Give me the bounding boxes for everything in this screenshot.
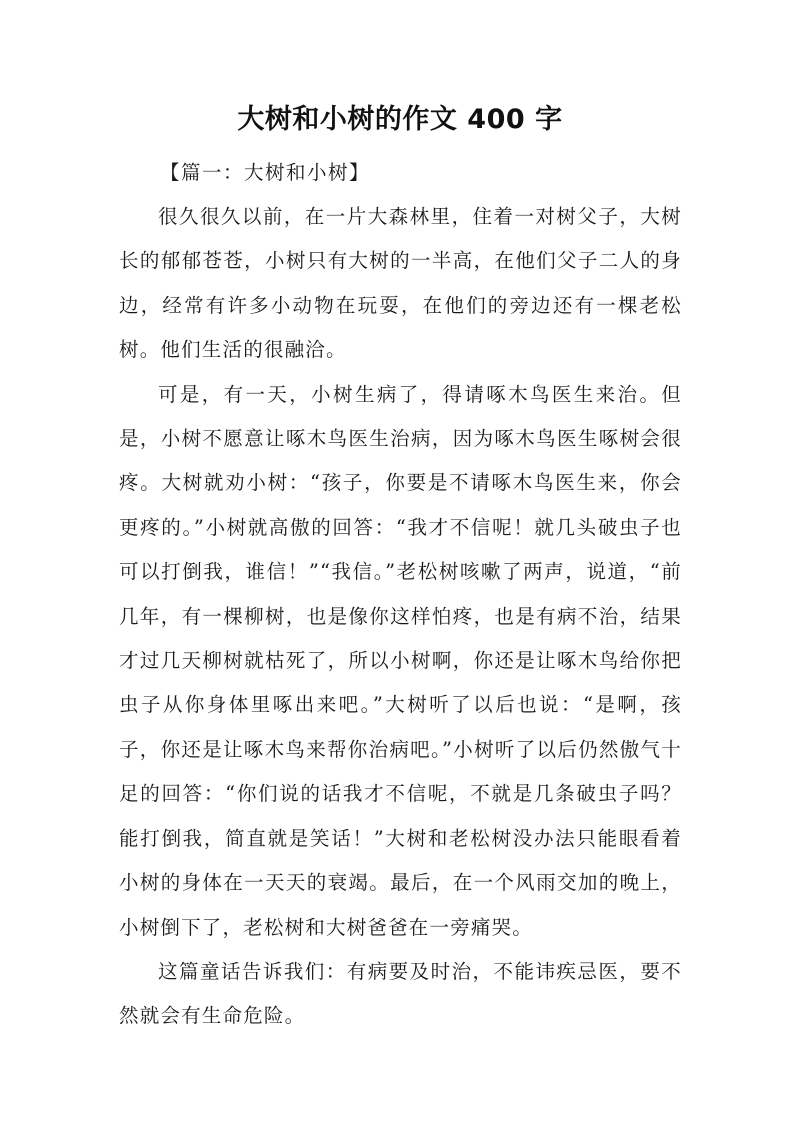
paragraph-2: 可是，有一天，小树生病了，得请啄木鸟医生来治。但是，小树不愿意让啄木鸟医生治病，因为啄木鸟医生啄树会很疼。大树就劝小树：“孩子，你要是不请啄木鸟医生来，你会更疼的。”小树就高傲的回答：“我才不信呢！就几头破虫子也可以打倒我，谁信！”“我信。”老松树咳嗽了两声，说道，“前几年，有一棵柳树，也是像你这样怕疼，也是有病不治，结果才过几天柳树就枯死了，所以小树啊，你还是让啄木鸟给你把虫子从你身体里啄出来吧。”大树听了以后也说：“是啊，孩子，你还是让啄木鸟来帮你治病吧。”小树听了以后仍然傲气十足的回答：“你们说的话我才不信呢，不就是几条破虫子吗？能打倒我，简直就是笑话！”大树和老松树没办法只能眼看着小树的身体在一天天的衰竭。最后，在一个风雨交加的晚上，小树倒下了，老松树和大树爸爸在一旁痛哭。 bbox=[119, 382, 682, 939]
paragraph-1: 很久很久以前，在一片大森林里，住着一对树父子，大树长的郁郁苍苍，小树只有大树的一半高，在他们父子二人的身边，经常有许多小动物在玩耍，在他们的旁边还有一棵老松树。他们生活的很融洽。 bbox=[119, 205, 682, 362]
section-heading: 【篇一：大树和小树】 bbox=[160, 161, 371, 184]
page-title: 大树和小树的作文 400 字 bbox=[237, 104, 563, 135]
paragraph-3: 这篇童话告诉我们：有病要及时治，不能讳疾忌医，要不然就会有生命危险。 bbox=[119, 959, 682, 1028]
body-text bbox=[119, 195, 682, 1039]
